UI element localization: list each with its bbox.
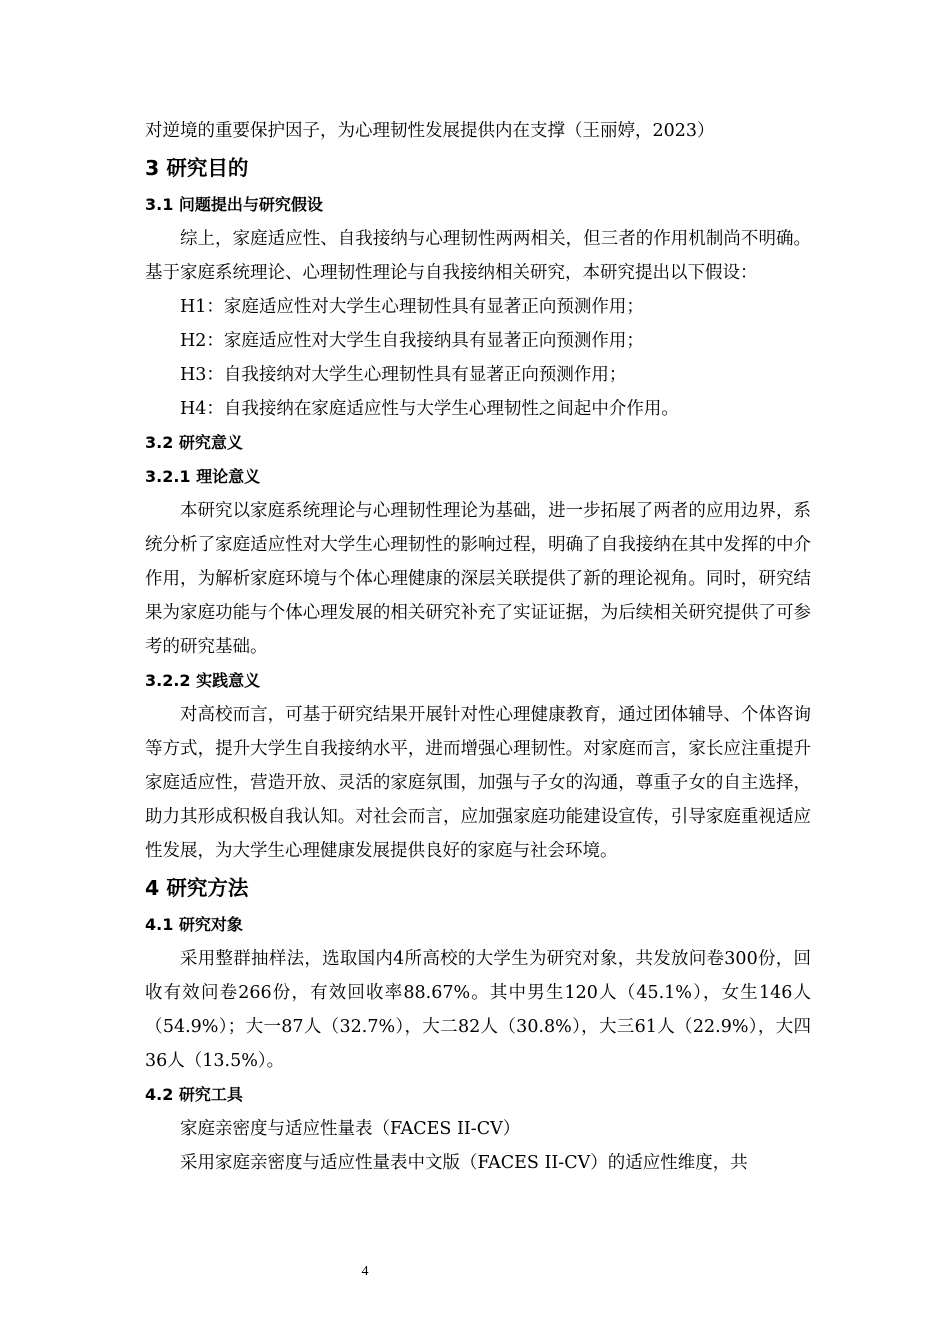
section-3-2-heading: 3.2 研究意义 [145, 433, 243, 452]
section-3-heading: 3 研究目的 [145, 156, 249, 180]
section-4-1-heading: 4.1 研究对象 [145, 915, 243, 934]
practical-significance-paragraph: 对高校而言，可基于研究结果开展针对性心理健康教育，通过团体辅导、个体咨询等方式，提升大学生自我接纳水平，进而增强心理韧性。对家庭而言，家长应注重提升家庭适应性，营造开放、灵活的家庭氛围，加强与子女的沟通，尊重子女的自主选择，助力其形成积极自我认知。对社会而言，应加强家庭功能建设宣传，引导家庭重视适应性发展，为大学生心理健康发展提供良好的家庭与社会环境。 [145, 705, 811, 861]
section-4-2-heading: 4.2 研究工具 [145, 1085, 243, 1104]
section-4-heading: 4 研究方法 [145, 876, 249, 900]
hypothesis-h2: H2：家庭适应性对大学生自我接纳具有显著正向预测作用； [180, 331, 644, 351]
section-3-1-paragraph: 综上，家庭适应性、自我接纳与心理韧性两两相关，但三者的作用机制尚不明确。基于家庭系统理论、心理韧性理论与自我接纳相关研究，本研究提出以下假设： [145, 229, 811, 283]
theoretical-significance-paragraph: 本研究以家庭系统理论与心理韧性理论为基础，进一步拓展了两者的应用边界，系统分析了家庭适应性对大学生心理韧性的影响过程，明确了自我接纳在其中发挥的中介作用，为解析家庭环境与个体心理健康的深层关联提供了新的理论视角。同时，研究结果为家庭功能与个体心理发展的相关研究补充了实证证据，为后续相关研究提供了可参考的研究基础。 [145, 501, 811, 657]
page-content [145, 114, 811, 1180]
page-number: 4 [361, 1264, 369, 1279]
hypothesis-h4: H4：自我接纳在家庭适应性与大学生心理韧性之间起中介作用。 [180, 399, 679, 419]
section-3-2-1-heading: 3.2.1 理论意义 [145, 467, 261, 486]
continuation-paragraph: 对逆境的重要保护因子，为心理韧性发展提供内在支撑（王丽婷，2023） [145, 121, 715, 141]
scale-title: 家庭亲密度与适应性量表（FACES II-CV） [180, 1119, 521, 1139]
participants-paragraph: 采用整群抽样法，选取国内4所高校的大学生为研究对象，共发放问卷300份，回收有效问卷266份，有效回收率88.67%。其中男生120人（45.1%），女生146人（54.9%）；大一87人（32.7%），大二82人（30.8%），大三61人（22.9%），大四36人（13.5%）。 [145, 949, 811, 1071]
section-3-2-2-heading: 3.2.2 实践意义 [145, 671, 261, 690]
instruments-paragraph: 采用家庭亲密度与适应性量表中文版（FACES II-CV）的适应性维度，共 [180, 1153, 748, 1173]
section-3-1-heading: 3.1 问题提出与研究假设 [145, 195, 323, 214]
hypothesis-h1: H1：家庭适应性对大学生心理韧性具有显著正向预测作用； [180, 297, 644, 317]
hypothesis-h3: H3：自我接纳对大学生心理韧性具有显著正向预测作用； [180, 365, 627, 385]
